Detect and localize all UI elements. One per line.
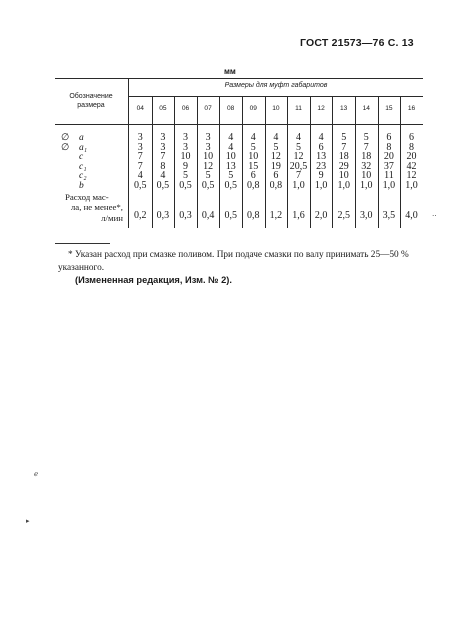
dimension-symbol: c₂: [79, 171, 87, 182]
column-header: 05: [159, 105, 167, 112]
table-cell: 3: [137, 141, 143, 153]
dimension-symbol: b: [79, 181, 84, 191]
table-cell: 3: [137, 132, 143, 143]
column-header: 06: [181, 105, 190, 112]
flow-rate-label: ла, не менее*,: [70, 202, 123, 213]
flow-rate-cell: 0,8: [247, 209, 260, 221]
table-cell: 0,5: [134, 180, 147, 191]
flow-rate-cell: 0,4: [201, 209, 215, 221]
table-cell: 4: [273, 132, 279, 143]
table-cell: 4: [250, 132, 256, 143]
table-cell: 5: [205, 170, 211, 182]
column-header: 11: [295, 105, 302, 112]
table-cell: 8: [386, 141, 392, 153]
table-cell: 10: [203, 151, 214, 163]
margin-speck: ℯ: [34, 470, 39, 478]
row-label: [61, 162, 129, 172]
table-cell: 32: [361, 160, 372, 172]
table-cell: 0,5: [201, 180, 215, 191]
table-cell: 1,0: [382, 180, 396, 191]
row-label: [61, 133, 129, 143]
table-cell: 37: [383, 160, 394, 172]
flow-rate-cell: 1,6: [292, 209, 305, 221]
table-cell: 0,8: [247, 180, 260, 191]
table-cell: 15: [248, 160, 259, 172]
table-cell: 9: [318, 170, 324, 182]
table-cell: 4: [318, 132, 324, 143]
diameter-icon: ∅: [61, 142, 70, 153]
row-header-line-2: размера: [77, 102, 105, 109]
column-header: 15: [385, 105, 393, 112]
table-cell: 12: [406, 170, 417, 182]
flow-rate-cell: 3,0: [360, 209, 373, 221]
table-cell: 8: [160, 160, 166, 172]
table-cell: 6: [318, 141, 324, 153]
table-cell: 6: [409, 132, 414, 143]
table-cell: 12: [270, 151, 281, 163]
table-cell: 5: [363, 132, 369, 143]
table-cell: 10: [361, 170, 372, 182]
table-cell: 1,0: [405, 180, 418, 191]
table-cell: 6: [273, 170, 279, 182]
page-header: ГОСТ 21573—76 С. 13: [300, 37, 414, 49]
column-header: 13: [340, 105, 348, 112]
table-cell: 13: [316, 151, 327, 163]
table-cell: 23: [316, 160, 327, 172]
row-label: [61, 171, 129, 181]
column-header: 08: [227, 105, 235, 112]
table-cell: 1,0: [314, 180, 328, 191]
column-header: 14: [362, 105, 370, 112]
table-cell: 4: [228, 132, 234, 143]
column-header: 10: [272, 105, 280, 112]
table-cell: 6: [250, 170, 256, 182]
table-cell: 0,5: [224, 180, 237, 191]
column-header: 12: [317, 105, 325, 112]
table-cell: 3: [205, 132, 211, 143]
table-cell: 4: [160, 170, 166, 182]
table-cell: 10: [248, 151, 259, 163]
table-cell: 12: [293, 151, 304, 163]
flow-rate-cell: 2,0: [314, 209, 328, 221]
table-cell: 29: [338, 160, 349, 172]
flow-rate-label: Расход мас-: [65, 191, 109, 202]
row-header-line-1: Обозначение: [69, 93, 113, 100]
table-cell: 0,5: [179, 180, 192, 191]
table-cell: 6: [386, 132, 392, 143]
edition-note: (Измененная редакция, Изм. № 2).: [75, 275, 232, 285]
table-cell: 3: [183, 141, 188, 153]
header-bottom-rule: [55, 124, 423, 125]
table-cell: 4: [228, 141, 234, 153]
table-cell: 5: [296, 141, 301, 153]
table-cell: 20: [383, 151, 394, 163]
column-header: 04: [136, 105, 144, 112]
table-cell: 3: [160, 141, 166, 153]
table-cell: 7: [341, 141, 347, 153]
diameter-icon: ∅: [61, 133, 70, 143]
flow-rate-cell: 0,3: [156, 209, 170, 221]
table-cell: 4: [296, 132, 301, 143]
table-cell: 7: [160, 151, 166, 163]
flow-rate-cell: 3,5: [382, 209, 396, 221]
footnote-rule: [55, 243, 110, 244]
table-cell: 7: [363, 141, 369, 153]
table-cell: 3: [160, 132, 166, 143]
margin-speck: ▸: [26, 517, 30, 525]
table-cell: 7: [296, 170, 301, 182]
footnote: * Указан расход при смазке поливом. При подаче смазки по валу принимать 25—50 % указанного.: [58, 250, 409, 273]
span-header: Размеры для муфт габаритов: [224, 82, 328, 89]
table-cell: 5: [250, 141, 256, 153]
table-cell: 20: [406, 151, 417, 163]
column-header: 16: [407, 105, 416, 112]
dimensions-table: [55, 78, 423, 228]
flow-rate-cell: 1,2: [269, 209, 283, 221]
flow-rate-cell: 4,0: [405, 209, 418, 221]
flow-rate-cell: 0,3: [179, 209, 192, 221]
dimension-symbol: c: [79, 152, 84, 163]
table-cell: 8: [409, 141, 414, 153]
table-cell: 4: [137, 170, 143, 182]
table-cell: 11: [384, 170, 394, 182]
table-cell: 7: [137, 151, 143, 163]
dimension-symbol: a: [79, 133, 84, 143]
table-cell: 3: [205, 141, 211, 153]
table-cell: 12: [203, 160, 214, 172]
flow-rate-cell: 2,5: [337, 209, 350, 221]
flow-rate-cell: 0,2: [134, 209, 147, 221]
row-header-label: [55, 92, 127, 110]
flow-rate-label: л/мин: [101, 212, 123, 223]
table-cell: 1,0: [337, 180, 350, 191]
dimension-symbol: c₁: [79, 161, 87, 172]
table-top-rule: [55, 78, 423, 79]
table-cell: 10: [338, 170, 349, 182]
table-cell: 13: [225, 160, 236, 172]
column-header: 07: [204, 105, 212, 112]
span-header-rule: [128, 96, 423, 97]
margin-speck: ‥: [432, 210, 437, 218]
table-cell: 5: [341, 132, 347, 143]
table-cell: 3: [183, 132, 188, 143]
table-cell: 42: [406, 160, 417, 172]
table-cell: 1,0: [292, 180, 305, 191]
table-cell: 0,5: [156, 180, 170, 191]
table-cell: 5: [183, 170, 188, 182]
flow-rate-cell: 0,5: [224, 209, 237, 221]
table-cell: 5: [228, 170, 234, 182]
column-header: 09: [249, 105, 257, 112]
units-label: мм: [224, 67, 236, 76]
table-cell: 18: [361, 151, 372, 163]
table-cell: 19: [270, 160, 281, 172]
table-cell: 5: [273, 141, 279, 153]
table-cell: 10: [180, 151, 191, 163]
table-cell: 1,0: [360, 180, 373, 191]
table-cell: 0,8: [269, 180, 283, 191]
table-cell: 20,5: [289, 160, 308, 172]
table-cell: 10: [225, 151, 236, 163]
dimension-symbol: a₁: [79, 142, 88, 153]
table-cell: 9: [183, 160, 188, 172]
row-label: [61, 181, 129, 191]
table-cell: 18: [338, 151, 349, 163]
row-label: [61, 152, 129, 162]
table-cell: 7: [137, 160, 143, 172]
row-label: [61, 143, 129, 153]
